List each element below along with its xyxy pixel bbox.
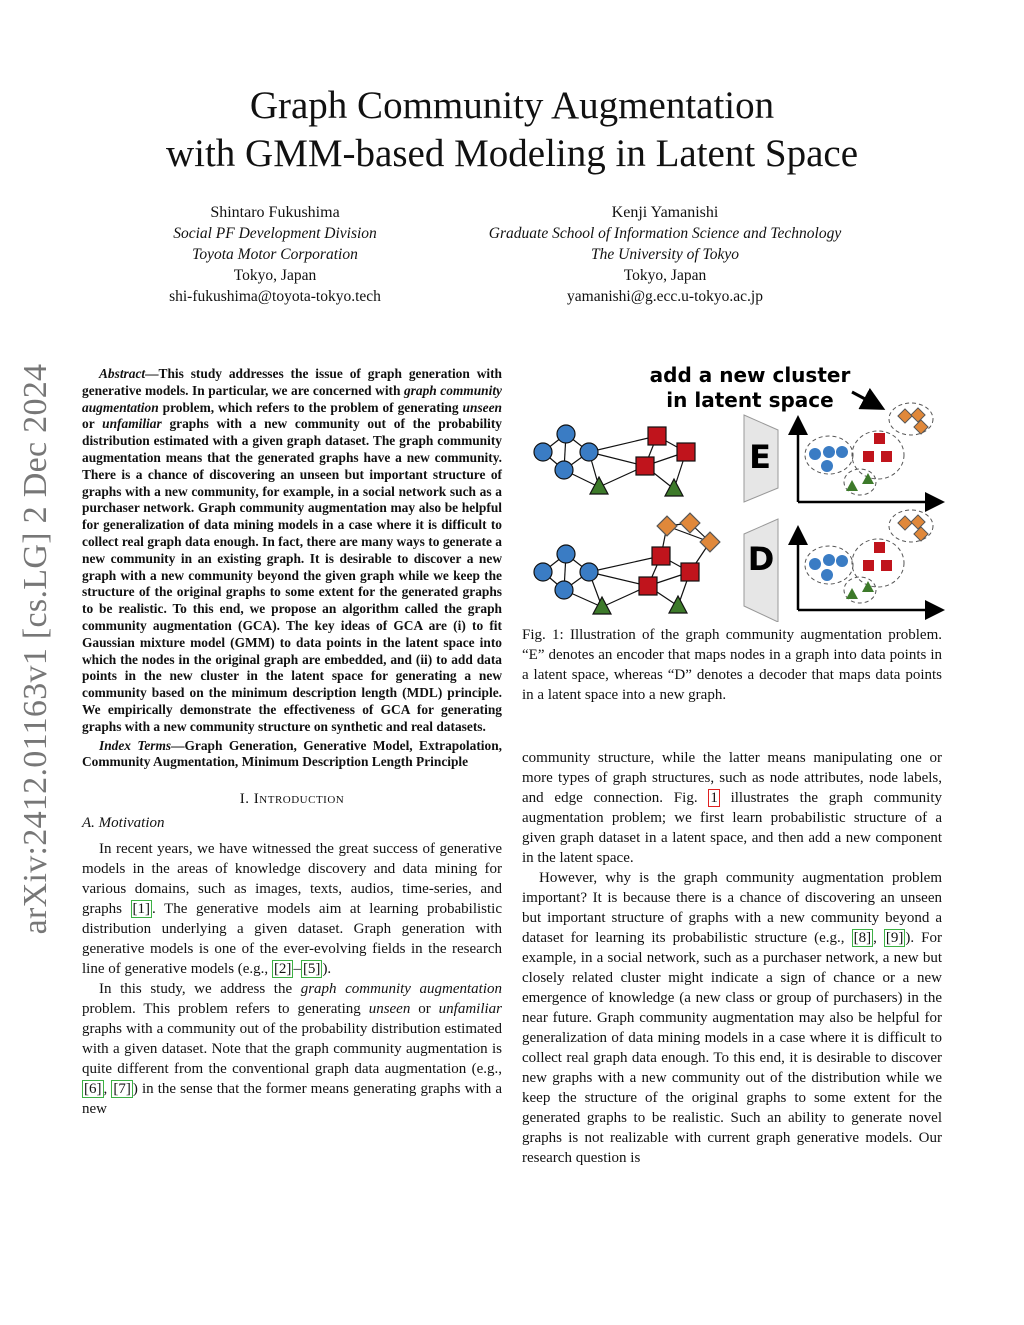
figure-link[interactable]: 1 [710,790,718,806]
title-line-1: Graph Community Augmentation [249,84,775,127]
author-org: The University of Tokyo [591,246,739,263]
latent-space-bottom [798,510,940,610]
paragraph-importance [522,868,942,1168]
citation-link[interactable]: [1] [132,901,151,918]
paragraph-emph: graph community augmentation [300,981,502,998]
paragraph-emph: unseen [368,1001,411,1018]
author-dept: Social PF Development Division [173,225,377,242]
author-email[interactable]: yamanishi@g.ecc.u-tokyo.ac.jp [567,288,763,305]
paragraph-text: , [103,1081,112,1098]
encoder-block [744,415,778,502]
abstract-emph: unfamiliar [102,416,162,432]
paragraph-text: illustrates the graph community augmentation problem; we first learn probabilistic structure of a given graph dataset in a latent space, and then add a new component in the latent space. [522,790,942,866]
paragraph-study [82,979,502,1119]
citation-link[interactable]: [6] [84,1081,102,1098]
figure-1 [522,360,952,622]
title-line-2: with GMM-based Modeling in Latent Space [165,132,859,175]
author-location: Tokyo, Japan [623,267,707,284]
citation-link[interactable]: [5] [302,961,321,978]
output-graph-bottom [534,513,720,614]
input-graph-top [534,425,695,496]
decoder-label: D [747,540,775,578]
section-heading [82,789,502,809]
abstract-text: graphs with a new community out of the probability distribution estimated with a given graph dataset. The graph community augmentation means that the generated graphs have a new community. There is a chance of discovering an unseen but important structure of graphs with a new community, for example, in a social network such as a purchaser network. Graph community augmentation may also be helpful for generalization of data mining models in a case where it is difficult to collect real graph data enough. In fact, there are many ways to generate a new community in an existing graph. It is desirable to discover a new graph with a new community beyond the given graph while we keep the structure of the original graphs to some extent for the generated graphs to be realistic. To this end, we propose an algorithm called the graph community augmentation (GCA). The key ideas of GCA are (i) to fit Gaussian mixture model (GMM) to data points in the latent space into which the nodes in the original graph are embedded, and (ii) to add data points in the new cluster in the latent space for generating a new community based on the minimum description length (MDL) principle. We empirically demonstrate the effectiveness of GCA for generating graphs with a new community structure on synthetic and real datasets. [82,416,502,734]
abstract-emph: unseen [462,399,502,415]
author-dept: Graduate School of Information Science and Technology [488,225,842,242]
decoder-block [744,519,778,622]
section-number: I. [239,791,250,808]
abstract-text: This study addresses the issue of graph generation with generative models. In particular, we are concerned with [82,366,502,398]
subsection-heading: A. Motivation [82,815,165,832]
paper-title [0,82,1024,178]
citation-link[interactable]: [7] [113,1081,131,1098]
right-column [522,625,942,1168]
index-terms: Index Terms—Graph Generation, Generative Model, Extrapolation, Community Augmentation, Minimum Description Length Principle [82,737,502,770]
citation-link[interactable]: [2] [273,961,292,978]
paragraph-text: However, why is the graph community augmentation problem important? It is because there is a chance of discovering an unseen but important structure of graphs with a new community beyond a dataset for learning its probabilistic structure (e.g., [522,870,942,946]
left-column [82,366,502,1119]
figure-caption: Fig. 1: Illustration of the graph community augmentation problem. “E” denotes an encoder that maps nodes in a graph into data points in a latent space, whereas “D” denotes a decoder that maps data points in a latent space into a new graph. [522,627,942,703]
author-name: Shintaro Fukushima [210,204,340,221]
paragraph-text: – [293,961,301,978]
paragraph-text: , [873,930,884,946]
paragraph-text: ). [322,961,332,978]
arxiv-identifier: arXiv:2412.01163v1 [cs.LG] 2 Dec 2024 [17,363,54,935]
paragraph-text: In recent years, we have witnessed the great success of generative models in the areas of knowledge discovery and data mining for various domains, such as images, texts, audios, time-series, and graphs [82,841,502,918]
author-block-1 [120,202,430,307]
latent-space-top [798,403,940,502]
paragraph-emph: unfamiliar [438,1001,502,1018]
paragraph-text: problem. This problem refers to generating [82,1001,369,1018]
paragraph-text: ). For example, in a social network, such as a purchaser network, a new but closely related cluster might indicate a sign of chance or a new emergence of knowledge (a new class or group of purchasers) in the near future. Graph community augmentation may also be helpful for generalization of data mining models in a case where it is difficult to collect real graph data enough. To this end, it is desirable to discover new graphs with a new community out of the distribution while we keep the structure of the original graphs to some extent for the generated graphs to be realistic. Such an ability to generate novel graphs is not realizable with current graph generative models. Our research question is [522,930,942,1166]
paragraph-text: community structure, while the latter means manipulating one or more types of graph structures, such as node attributes, node labels, and edge connection. Fig. [522,750,942,806]
paragraph-text: In this study, we address the [99,981,301,998]
author-email[interactable]: shi-fukushima@toyota-tokyo.tech [169,288,381,305]
abstract: Abstract—This study addresses the issue of graph generation with generative models. In particular, we are concerned with graph community augmentation problem, which refers to the problem of generating unseen or unfamiliar graphs with a new community out of the probability distribution estimated with a given graph dataset. The graph community augmentation means that the generated graphs have a new community. There is a chance of discovering an unseen but important structure of graphs with a new community, for example, in a social network such as a purchaser network. Graph community augmentation may also be helpful for generalization of data mining models in a case where it is difficult to collect real graph data enough. In fact, there are many ways to generate a new community in an existing graph. It is desirable to discover a new graph with a new community beyond the given graph while we keep the structure of the original graphs to some extent for the generated graphs to be realistic. To this end, we propose an algorithm called the graph community augmentation (GCA). The key ideas of GCA are (i) to fit Gaussian mixture model (GMM) to data points in the latent space into which the nodes in the original graph are embedded, and (ii) to add data points in the new cluster in the latent space for generating a new community based on the minimum description length (MDL) principle. We empirically demonstrate the effectiveness of GCA for generating graphs with a new community structure on synthetic and real datasets. [82,366,502,734]
index-terms-text: Graph Generation, Generative Model, Extrapolation, Community Augmentation, Minimum Description Length Principle [82,737,502,770]
figure-banner-line-2: in latent space [666,388,834,412]
author-org: Toyota Motor Corporation [192,246,358,263]
index-terms-label: Index Terms [99,737,172,753]
banner-arrow [852,392,880,407]
paragraph-community [522,748,942,868]
paragraph-motivation [82,839,502,979]
section-title: Introduction [253,791,345,808]
author-location: Tokyo, Japan [233,267,317,284]
citation-link[interactable]: [9] [885,930,904,946]
paragraph-text: or [410,1001,439,1018]
figure-banner-line-1: add a new cluster [649,363,851,387]
abstract-label: Abstract [99,366,146,381]
author-block-2 [455,202,875,307]
paragraph-text: ) in the sense that the former means generating graphs with a new [82,1081,503,1118]
abstract-emph: graph community augmentation [82,382,502,415]
encoder-label: E [749,438,771,476]
abstract-text: or [82,416,103,432]
paragraph-text: graphs with a community out of the probability distribution estimated with a given dataset. Note that the graph community augmentation is quite different from the conventional graph data augmentation (e.g., [82,1021,502,1078]
abstract-text: problem, which refers to the problem of generating [158,399,463,415]
paragraph-text: . The generative models aim at learning probabilistic distribution underlying a given dataset. Graph generation with generative models is one of the ever-evolving fields in the research line of generative models (e.g., [82,901,502,978]
citation-link[interactable]: [8] [853,930,872,946]
author-name: Kenji Yamanishi [611,204,719,221]
